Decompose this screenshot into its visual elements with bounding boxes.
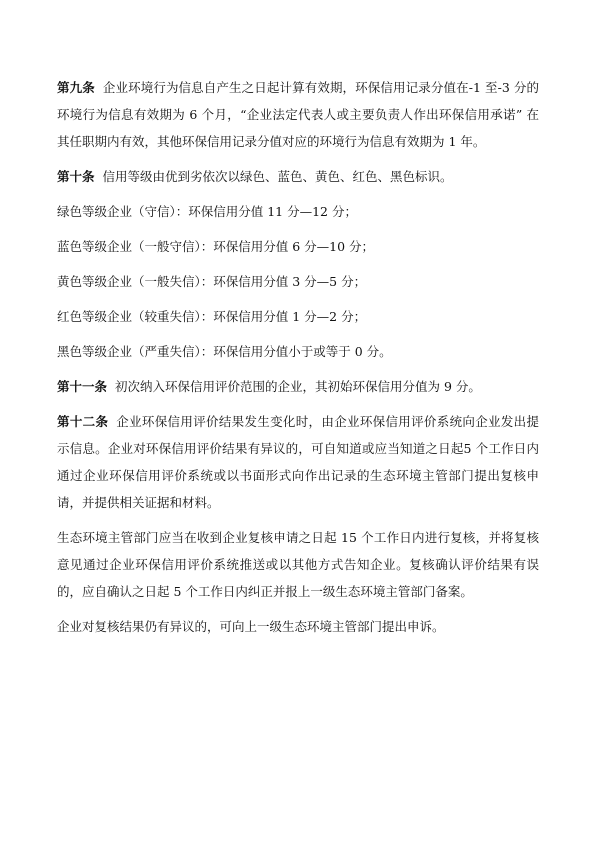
appeal-paragraph-text: 企业对复核结果仍有异议的，可向上一级生态环境主管部门提出申诉。 (57, 619, 445, 634)
article-12 (57, 408, 539, 516)
level-yellow (57, 268, 539, 295)
level-black (57, 338, 539, 365)
article-10-heading: 第十条 (57, 169, 95, 184)
review-paragraph-text: 生态环境主管部门应当在收到企业复核申请之日起 15 个工作日内进行复核，并将复核意见通过企业环保信用评价系统推送或以其他方式告知企业。复核确认评价结果有误的，应自确认之日起 5 个工作日内纠正并报上一级生态环境主管部门备案。 (57, 530, 539, 599)
article-10-text: 信用等级由优到劣依次以绿色、蓝色、黄色、红色、黑色标识。 (102, 169, 453, 184)
article-12-heading: 第十二条 (57, 414, 109, 429)
article-11-heading: 第十一条 (57, 379, 108, 394)
level-yellow-text: 黄色等级企业（一般失信）：环保信用分值 3 分—5 分； (57, 274, 367, 289)
document-body (57, 74, 539, 648)
level-red-text: 红色等级企业（较重失信）：环保信用分值 1 分—2 分； (57, 309, 367, 324)
review-paragraph (57, 524, 539, 605)
level-red (57, 303, 539, 330)
level-green (57, 198, 539, 225)
level-green-text: 绿色等级企业（守信）：环保信用分值 11 分—12 分； (57, 204, 357, 219)
appeal-paragraph (57, 613, 539, 640)
article-9-heading: 第九条 (57, 80, 95, 95)
article-12-text: 企业环保信用评价结果发生变化时，由企业环保信用评价系统向企业发出提示信息。企业对环保信用评价结果有异议的，可自知道或应当知道之日起5 个工作日内通过企业环保信用评价系统或以书面形式向作出记录的生态环境主管部门提出复核申请，并提供相关证据和材料。 (57, 414, 539, 510)
level-black-text: 黑色等级企业（严重失信）：环保信用分值小于或等于 0 分。 (57, 344, 392, 359)
article-9 (57, 74, 539, 155)
level-blue (57, 233, 539, 260)
article-11-text: 初次纳入环保信用评价范围的企业，其初始环保信用分值为 9 分。 (115, 379, 481, 394)
article-9-text: 企业环境行为信息自产生之日起计算有效期，环保信用记录分值在-1 至-3 分的环境行为信息有效期为 6 个月，“企业法定代表人或主要负责人作出环保信用承诺” 在其任职期内有效，其他环保信用记录分值对应的环境行为信息有效期为 1 年。 (57, 80, 539, 149)
article-11 (57, 373, 539, 400)
level-blue-text: 蓝色等级企业（一般守信）：环保信用分值 6 分—10 分； (57, 239, 375, 254)
article-10 (57, 163, 539, 190)
